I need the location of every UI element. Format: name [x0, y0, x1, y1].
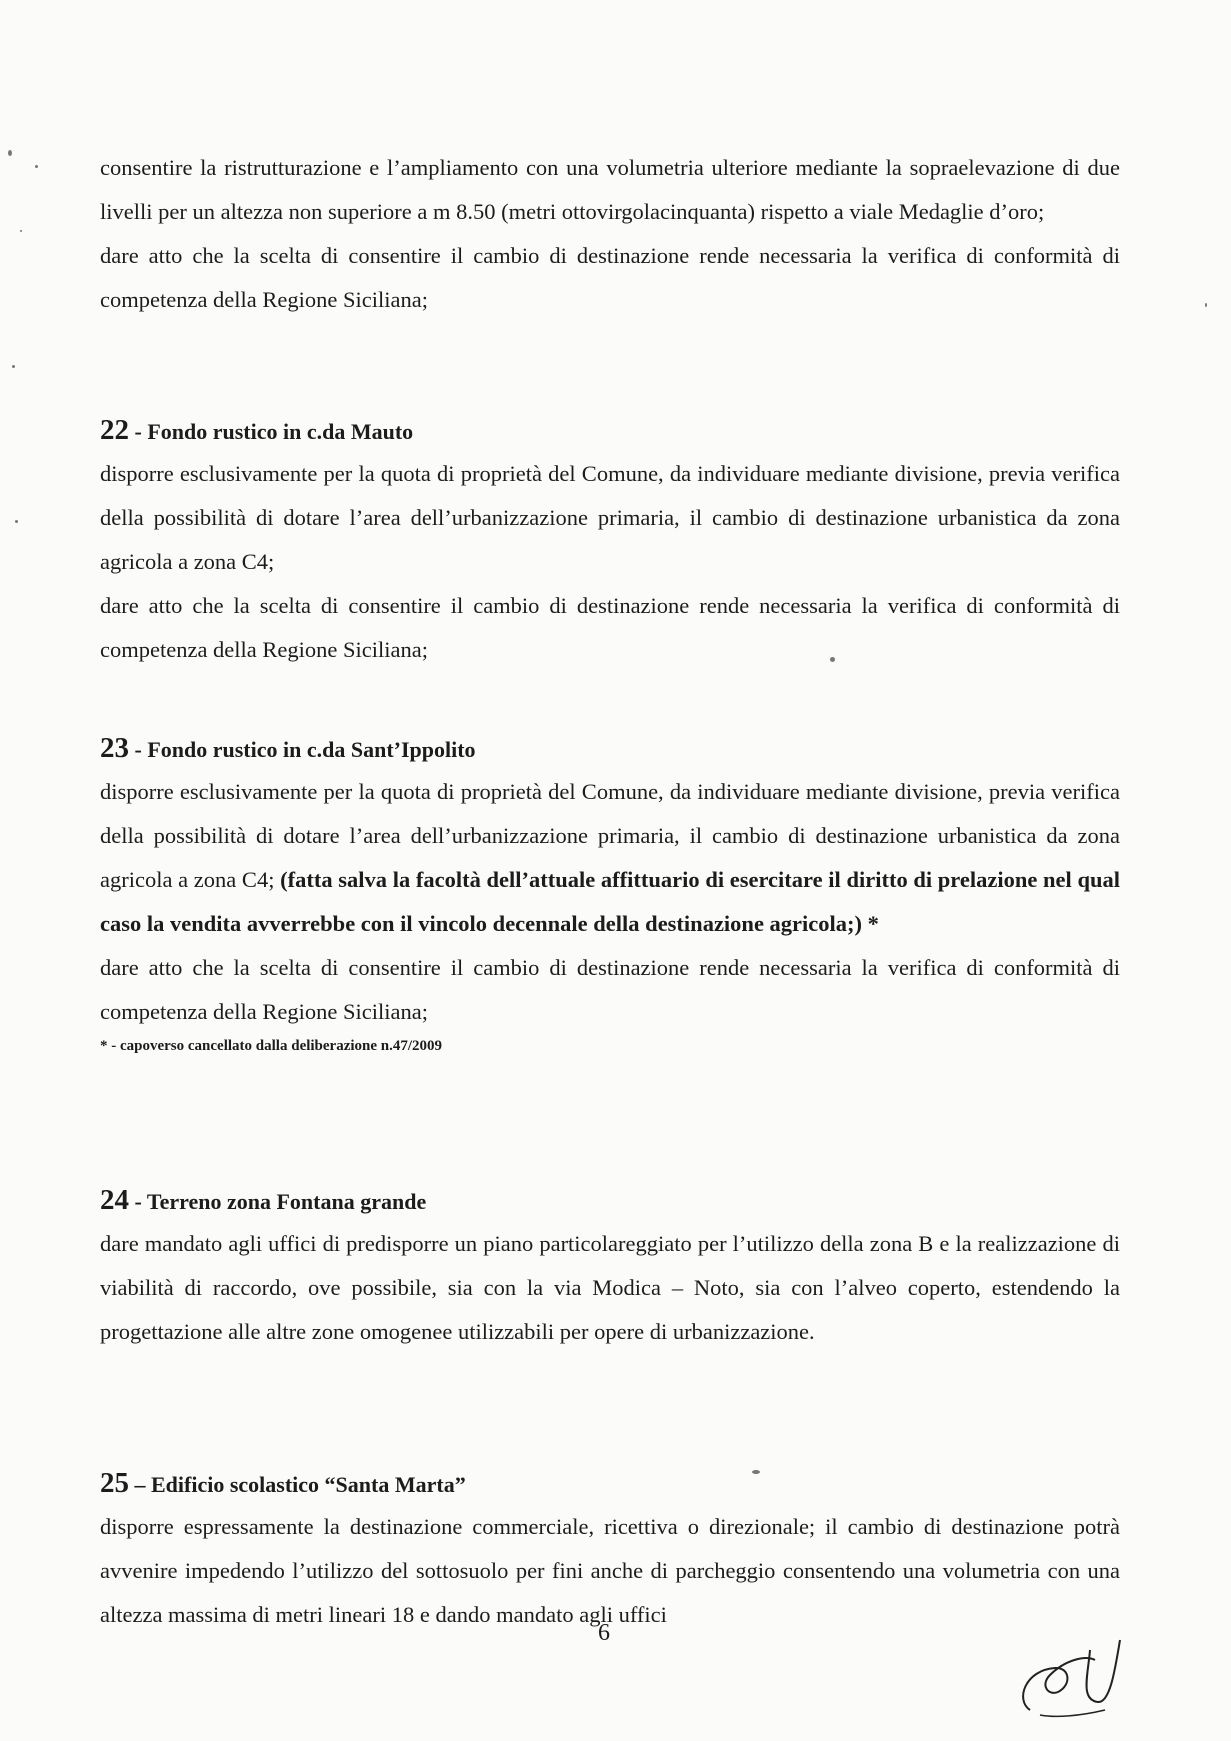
scan-speck: [1205, 303, 1207, 307]
section-25-paragraph-1: disporre espressamente la destinazione commerciale, ricettiva o direzionale; il cambio di destinazione potrà avvenire impedendo l’utilizzo del sottosuolo per fini anche di parcheggio consentendo una volumetria con una altezza massima di metri lineari 18 e dando mandato agli uffici: [100, 1514, 1120, 1627]
section-23-paragraph-1-bold: (fatta salva la facoltà dell’attuale affittuario di esercitare il diritto di prelazione nel qual caso la vendita avverrebbe con il vincolo decennale della destinazione agricola;) *: [100, 867, 1120, 936]
page-number: 6: [598, 1620, 610, 1646]
section-23: [100, 728, 1120, 1058]
section-22-number: 22: [100, 414, 129, 446]
section-23-title: - Fondo rustico in c.da Sant’Ippolito: [134, 737, 476, 762]
section-24-title: - Terreno zona Fontana grande: [134, 1189, 427, 1214]
section-22-paragraph-1: disporre esclusivamente per la quota di proprietà del Comune, da individuare mediante divisione, previa verifica della possibilità di dotare l’area dell’urbanizzazione primaria, il cambio di destinazione urbanistica da zona agricola a zona C4;: [100, 461, 1120, 574]
section-25-number: 25: [100, 1467, 129, 1499]
section-22: [100, 410, 1120, 672]
scan-speck: [752, 1470, 760, 1474]
section-24-heading: [100, 1180, 1120, 1222]
section-23-number: 23: [100, 732, 129, 764]
signature-icon: [1010, 1630, 1130, 1725]
section-22-heading: [100, 410, 1120, 452]
section-23-paragraph-1: [100, 770, 1120, 946]
intro-paragraph-1: consentire la ristrutturazione e l’ampliamento con una volumetria ulteriore mediante la sopraelevazione di due livelli per un altezza non superiore a m 8.50 (metri ottovirgolacinquanta) rispetto a viale Medaglie d’oro;: [100, 155, 1120, 224]
section-22-title: - Fondo rustico in c.da Mauto: [134, 419, 414, 444]
section-24-paragraph-1: dare mandato agli uffici di predisporre un piano particolareggiato per l’utilizzo della zona B e la realizzazione di viabilità di raccordo, ove possibile, sia con la via Modica – Noto, sia con l’alveo coperto, estendendo la progettazione alle altre zone omogenee utilizzabili per opere di urbanizzazione.: [100, 1231, 1120, 1344]
intro-block: [100, 146, 1120, 322]
section-24: [100, 1180, 1120, 1354]
scan-speck: [830, 657, 835, 662]
scan-speck: [35, 165, 38, 168]
scan-speck: [15, 520, 18, 523]
section-23-paragraph-1-text: disporre esclusivamente per la quota di proprietà del Comune, da individuare mediante divisione, previa verifica della possibilità di dotare l’area dell’urbanizzazione primaria, il cambio di destinazione urbanistica da zona agricola a zona C4;: [100, 779, 1120, 892]
section-23-heading: [100, 728, 1120, 770]
section-25-heading: [100, 1463, 1120, 1505]
section-25-title: – Edificio scolastico “Santa Marta”: [134, 1472, 466, 1497]
section-24-number: 24: [100, 1184, 129, 1216]
scan-speck: [12, 365, 15, 368]
scan-speck: [20, 230, 22, 232]
section-23-paragraph-2: dare atto che la scelta di consentire il cambio di destinazione rende necessaria la verifica di conformità di competenza della Regione Siciliana;: [100, 955, 1120, 1024]
intro-paragraph-2: dare atto che la scelta di consentire il cambio di destinazione rende necessaria la verifica di conformità di competenza della Regione Siciliana;: [100, 243, 1120, 312]
section-25: [100, 1463, 1120, 1637]
scan-speck: [8, 150, 12, 156]
section-23-footnote: * - capoverso cancellato dalla deliberazione n.47/2009: [100, 1038, 443, 1054]
section-22-paragraph-2: dare atto che la scelta di consentire il cambio di destinazione rende necessaria la verifica di conformità di competenza della Regione Siciliana;: [100, 593, 1120, 662]
